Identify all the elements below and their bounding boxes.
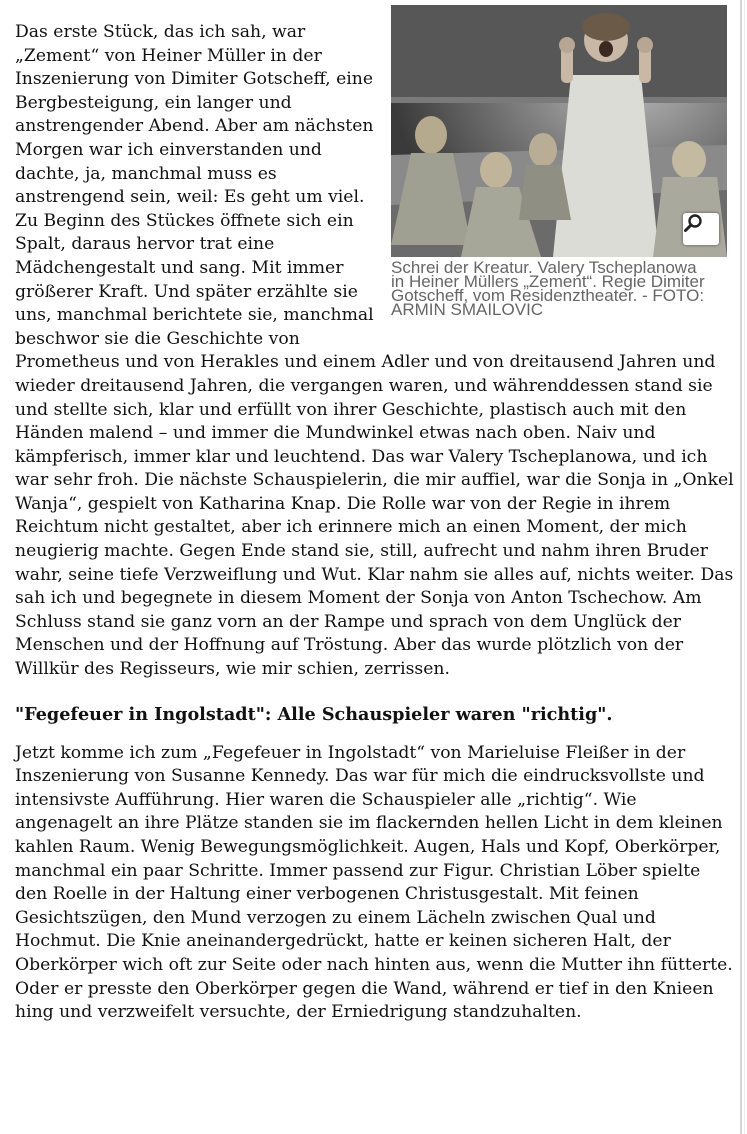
page-edge-line (740, 0, 742, 1134)
article-paragraph-1: Das erste Stück, das ich sah, war „Zement“ von Heiner Müller in der Inszenierung von Dimiter Gotscheff, eine Bergbesteigung, ein langer und anstrengender Abend. Aber am nächsten Morgen war ich einverstanden und dachte, ja, manchmal muss es anstrengend sein, weil: Es geht um viel. Zu Beginn des Stückes öffnete sich ein Spalt, daraus hervor trat eine Mädchengestalt und sang. Mit immer größerer Kraft. Und später erzählte sie uns, manchmal berichtete sie, manchmal beschwor sie die Geschichte von Prometheus und von Herakles und einem Adler und von dreitausend Jahren und wieder dreitausend Jahren, die vergangen waren, und währenddessen stand sie und stellte sich, klar und erfüllt von ihrer Geschichte, plastisch auch mit den Händen malend – und immer die Mundwinkel etwas nach oben. Naiv und kämpferisch, immer klar und leuchtend. Das war Valery Tscheplanowa, und ich war sehr froh. Die nächste Schauspielerin, die mir auffiel, war die Sonja in „Onkel Wanja“, gespielt von Katharina Knap. Die Rolle war von der Regie in ihrem Reichtum nicht gestaltet, aber ich erinnere mich an einen Moment, der mich neugierig machte. Gegen Ende stand sie, still, aufrecht und nahm ihren Bruder wahr, seine tiefe Verzweiflung und Wut. Klar nahm sie alles auf, nichts weiter. Das sah ich und begegnete in diesem Moment der Sonja von Anton Tschechow. Am Schluss stand sie ganz vorn an der Rampe und sprach von dem Unglück der Menschen und der Hoffnung auf Tröstung. Aber das wurde plötzlich von der Willkür des Regisseurs, wie mir schien, zerrissen. (15, 22, 734, 680)
article-body (15, 21, 737, 1025)
page-edge-line-shadow (744, 0, 745, 1134)
article-paragraph-2: Jetzt komme ich zum „Fegefeuer in Ingolstadt“ von Marieluise Fleißer in der Inszenierung von Susanne Kennedy. Das war für mich die eindrucksvollste und intensivste Aufführung. Hier waren die Schauspieler alle „richtig“. Wie angenagelt an ihre Plätze standen sie im flackernden hellen Licht in dem kleinen kahlen Raum. Wenig Bewegungsmöglichkeit. Augen, Hals und Kopf, Oberkörper, manchmal ein paar Schritte. Immer passend zur Figur. Christian Löber spielte den Roelle in der Haltung einer verbogenen Christusgestalt. Mit feinen Gesichtszügen, den Mund verzogen zu einem Lächeln zwischen Qual und Hochmut. Die Knie aneinandergedrückt, hatte er keinen sicheren Halt, der Oberkörper wich oft zur Seite oder nach hinten aus, wenn die Mutter ihn fütterte. Oder er presste den Oberkörper gegen die Wand, während er tief in den Knieen hing und verzweifelt versuchte, der Erniedrigung standzuhalten. (15, 742, 733, 1023)
photo-caption: Schrei der Kreatur. Valery Tscheplanowa in Heiner Müllers „Zement“. Regie Dimiter Gotscheff, vom Residenztheater. - FOTO: ARMIN SMAILOVIC (391, 258, 705, 319)
figure-float-spacer (385, 21, 737, 344)
section-heading: "Fegefeuer in Ingolstadt": Alle Schauspieler waren "richtig". (15, 703, 613, 725)
